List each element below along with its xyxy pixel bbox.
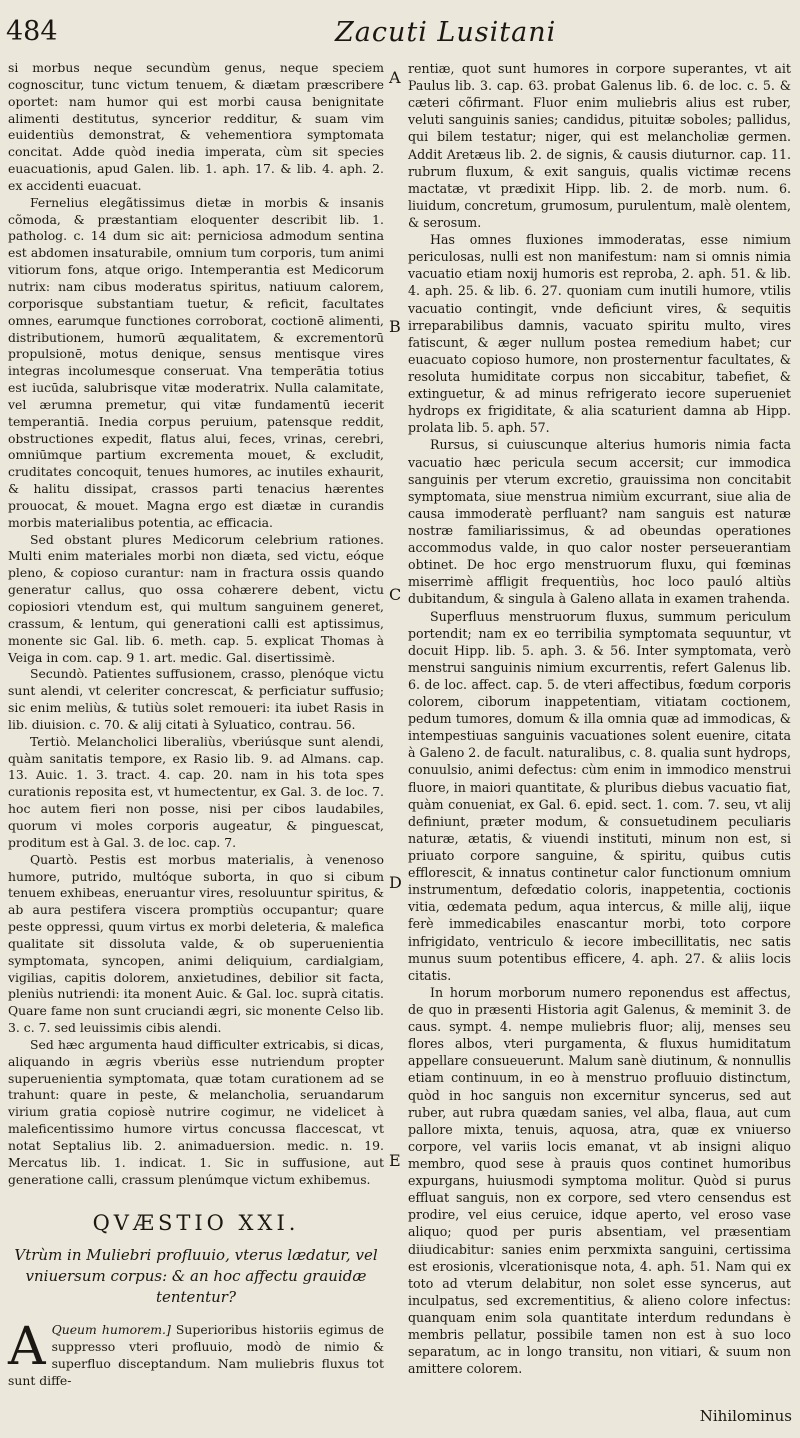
page-number: 484 [6, 16, 58, 47]
quaestio-heading: QVÆSTIO XXI. [92, 1210, 300, 1235]
right-paragraph: rentiæ, quot sunt humores in corpore superantes, vt ait Paulus lib. 3. cap. 63. probat Galenus lib. 6. de loc. c. 5. & cæteri cõfirmant. Fluor enim muliebris alius est ruber, veluti sanguinis sanies; candidus, pituitæ soboles; pallidus, qui bilem testatur; niger, qui est melancholiæ germen. Addit Aretæus lib. 2. de signis, & causis diuturnor. cap. 11. rubrum fluxum, & exit sanguis, qualis victimæ recens mactatæ, vt prædixit Hipp. lib. 2. de morb. num. 6. liuidum, concretum, grumosum, purulentum, malè olentem, & serosum. [408, 61, 791, 230]
right-paragraph: Rursus, si cuiuscunque alterius humoris nimia facta vacuatio hæc pericula secum accersit; cur immodica sanguinis per vterum excretio, grauissima non concitabit symptomata, siue menstrua nimiùm excurrant, siue alia de causa immoderatè perfluant? nam sanguis est naturæ nostræ familiarissimus, & ad obeundas operationes accommodus valde, in quo calor noster perseuerantiam obtinet. De hoc ergo menstruorum fluxu, qui fœminas miserrimè affligit frequentiùs, hoc loco pauló altiùs dubitandum, & singula à Galeno allata in examen trahenda. [408, 437, 791, 607]
margin-letter-e: E [389, 1151, 401, 1170]
left-paragraph: Fernelius elegãtissimus dietæ in morbis & insanis cõmoda, & præstantiam eloquenter describit lib. 1. patholog. c. 14 dum sic ait: perniciosa admodum sentina est abdomen insaturabile, omnium tum corporis, tum animi vitiorum fons, atque origo. Intemperantia est Medicorum nutrix: nam cibus moderatus spiritus, natiuum calorem, corporisque substantiam tuetur, & reficit, facultates omnes, earumque functiones corroborat, coctionē alimenti, distributionem, humorū æqualitatem, & excrementorū propulsionē, motus denique, sensus mentisque vires integras incolumesque conseruat. Vna temperātia totius est iucūda, salubrisque vitæ moderatrix. Nulla calamitate, vel ærumna premetur, qui vitæ fundamentū iecerit temperantiā. Inedia corpus peruium, patensque reddit, obstructiones expedit, flatus alui, feces, vrinas, cerebri, omniūmque partium excrementa mouet, & excludit, cruditates concoquit, tenues humores, ac inutiles exhaurit, & halitu dissipat, crassos parti tenacius hærentes prouocat, & mouet. Magna ergo est diætæ in curandis morbis materialibus potentia, ac efficacia. [8, 194, 384, 530]
left-paragraph: Tertiò. Melancholici liberaliùs, vberiúsque sunt alendi, quàm sanitatis tempore, ex Rasio lib. 9. ad Almans. cap. 13. Auic. 1. 3. tract. 4. cap. 20. nam in his tota spes curationis reposita est, vt humectentur, ex Gal. 3. de loc. 7. hoc autem fieri non posse, nisi per cibos laudabiles, quorum vi moles corporis augeatur, & pinguescat, proditum est à Gal. 3. de loc. cap. 7. [8, 733, 384, 850]
margin-letter-b: B [389, 317, 401, 336]
right-paragraph: In horum morborum numero reponendus est affectus, de quo in præsenti Historia agit Galenus, & meminit 3. de caus. sympt. 4. nempe muliebris fluor; alij, menses seu flores albos, vteri purgamenta, & fluxus humiditatum appellare consueuerunt. Malum sanè diutinum, & nonnullis etiam continuum, in eo à menstruo profluuio distinctum, quòd in hoc sanguis non excernitur syncerus, sed aut ruber, aut rubra quædam sanies, vel alba, flaua, aut cum pallore mixta, tenuis, aquosa, atra, quæ ex vniuerso corpore, vel variis locis emanat, vt ab insigni aliquo membro, quod sese à prauis quos continet humoribus expurgans, huiusmodi symptoma molitur. Quòd si purus effluat sanguis, non ex corpore, sed vtero censendus est prodire, vel eius ceruice, idque aperto, vel eroso vase aliquo; quod per puris absentiam, vel præsentiam diiudicabitur: sanies enim perxmixta sanguini, certissima est erosionis, vlcerationisque nota, 4. aph. 51. Nam qui ex toto ad vterum delabitur, non solet esse syncerus, aut inculpatus, sed excrementitius, & alieno colore infectus: quanquam enim sola quantitate interdum redundans è membris pellatur, possibile tamen non est à suo loco separatum, ac in longo transitu, non vitiari, & suum non amittere colorem. [408, 984, 791, 1377]
left-column [8, 60, 384, 1390]
margin-letter-c: C [389, 585, 402, 604]
left-paragraph: Sed hæc argumenta haud difficulter extricabis, si dicas, aliquando in ægris vberiùs esse nutriendum propter superuenientia symptomata, quæ totam curationem ad se trahunt: quare in peste, & melancholia, seruandarum virium gratia copiosè nutrire cogimur, ne videlicet à maleficentissimo humore virtus concussa flaccescat, vt notat Septalius lib. 2. animaduersion. medic. n. 19. Mercatus lib. 1. indicat. 1. Sic in suffusione, aut generatione calli, crassum plenúmque victum exhibemus. [8, 1036, 384, 1187]
opening-paragraph [8, 1317, 384, 1389]
drop-cap: A [8, 1317, 46, 1378]
running-head: Zacuti Lusitani [335, 17, 557, 48]
margin-letter-a: A [389, 68, 401, 87]
quaestio-title: Vtrùm in Muliebri profluuio, vterus lædatur, vel vniuersum corpus: & an hoc affectu grauidæ tententur? [14, 1246, 378, 1307]
opening-text: Superioribus historiis egimus de suppresso vteri profluuio, modò de nimio & superfluo disceptandum. Nam muliebris fluxus tot sunt diffe- [8, 1322, 384, 1388]
right-paragraph: Superfluus menstruorum fluxus, summum periculum portendit; nam ex eo terribilia symptomata sequuntur, vt docuit Hipp. lib. 5. aph. 3. & 56. Inter symptomata, verò menstrui sanguinis nimium excurrentis, refert Galenus lib. 6. de loc. affect. cap. 5. de vteri affectibus, fœdum corporis colorem, ciborum inappetentiam, vitiatam coctionem, pedum tumores, domum & illa omnia quæ ad immodicas, & intempestiuas sanguinis vacuationes solent euenire, citata à Galeno 2. de facult. naturalibus, c. 8. qualia sunt hydrops, conuulsio, animi defectus: cùm enim in immodico menstrui fluore, in maiori quantitate, & pluribus diebus vacuatio fiat, quàm conueniat, ex Gal. 6. epid. sect. 1. com. 7. seu, vt alij definiunt, præter modum, & consuetudinem peculiaris naturæ, ætatis, & viuendi instituti, minum non est, si priuato corpore sanguine, & spiritu, quibus cutis efflorescit, & innatus continetur calor functionum omnium instrumentum, defœdatio coloris, inappetentia, coctionis vitia, œdemata pedum, aqua intercus, & mille alij, iique ferè immedicabiles enascantur morbi, toto corpore infrigidato, ventriculo & iecore imbecillitatis, nec satis munus suum potentibus efficere, 4. aph. 27. & aliis locis citatis. [408, 608, 791, 983]
left-paragraph: si morbus neque secundùm genus, neque speciem cognoscitur, tunc victum tenuem, & diætam præscribere oportet: nam humor qui est morbi causa benignitate alimenti destitutus, syncerior redditur, & suam vim euidentiùs demonstrat, & vehementiora symptomata concitat. Adde quòd inedia imperata, cùm sit species euacuationis, apud Galen. lib. 1. aph. 17. & lib. 4. aph. 2. ex accidenti euacuat. [8, 60, 384, 193]
catchword: Nihilominus [699, 1407, 792, 1425]
lemma: Queum humorem.] [51, 1322, 171, 1338]
right-paragraph: Has omnes fluxiones immoderatas, esse nimium periculosas, nulli est non manifestum: nam si omnis nimia vacuatio etiam noxij humoris est reproba, 2. aph. 51. & lib. 4. aph. 25. & lib. 6. 27. quoniam cum inutili humore, vtilis vacuatio contingit, vnde deficiunt vires, & sequitis irreparabilibus damnis, vacuato spiritu multo, vires fatiscunt, & æger nullum postea remedium habet; cur euacuato copioso humore, non prosternentur facultates, & resoluta humiditate corpus non siccabitur, tabefiet, & extinguetur, & ad minus refrigerato iecore superueniet hydrops ex frigiditate, & alia scaturient damna ab Hipp. prolata lib. 5. aph. 57. [408, 232, 791, 436]
left-paragraph: Sed obstant plures Medicorum celebrium rationes. Multi enim materiales morbi non diæta, sed victu, eóque pleno, & copioso curantur: nam in fractura ossis quando generatur callus, quo ossa cohærere debent, victu copiosiori vtendum est, qui multum sanguinem generet, crassum, & lentum, qui generationi calli est aptissimus, monente sic Gal. lib. 6. meth. cap. 5. explicat Thomas à Veiga in com. cap. 9 1. art. medic. Gal. disertissimè. [8, 531, 384, 665]
margin-letter-d: D [389, 873, 402, 892]
left-paragraph: Quartò. Pestis est morbus materialis, à venenoso humore, putrido, multóque suborta, in quo si cibum tenuem exhibeas, eneruantur vires, resoluuntur spiritus, & ab aura pestifera viscera promptiùs occupantur; quare peste oppressi, quum virtus ex morbi deleteria, & malefica qualitate sit dissoluta valde, & ob superuenientia symptomata, syncopen, animi deliquium, cardialgiam, vigilias, capitis dolorem, anxietudines, debilior sit facta, pleniùs nutriendi: ita monent Auic. & Gal. loc. suprà citatis. Quare fame non sunt cruciandi ægri, sic monente Celso lib. 3. c. 7. sed leuissimis cibis alendi. [8, 851, 384, 1036]
left-paragraph: Secundò. Patientes suffusionem, crasso, plenóque victu sunt alendi, vt celeriter concrescat, & perficiatur suffusio; sic enim meliùs, & tutiùs solet remoueri: ita iubet Rasis in lib. diuision. c. 70. & alij citati à Syluatico, contrau. 56. [8, 666, 384, 732]
right-column [408, 60, 791, 1377]
page-header [0, 14, 800, 54]
